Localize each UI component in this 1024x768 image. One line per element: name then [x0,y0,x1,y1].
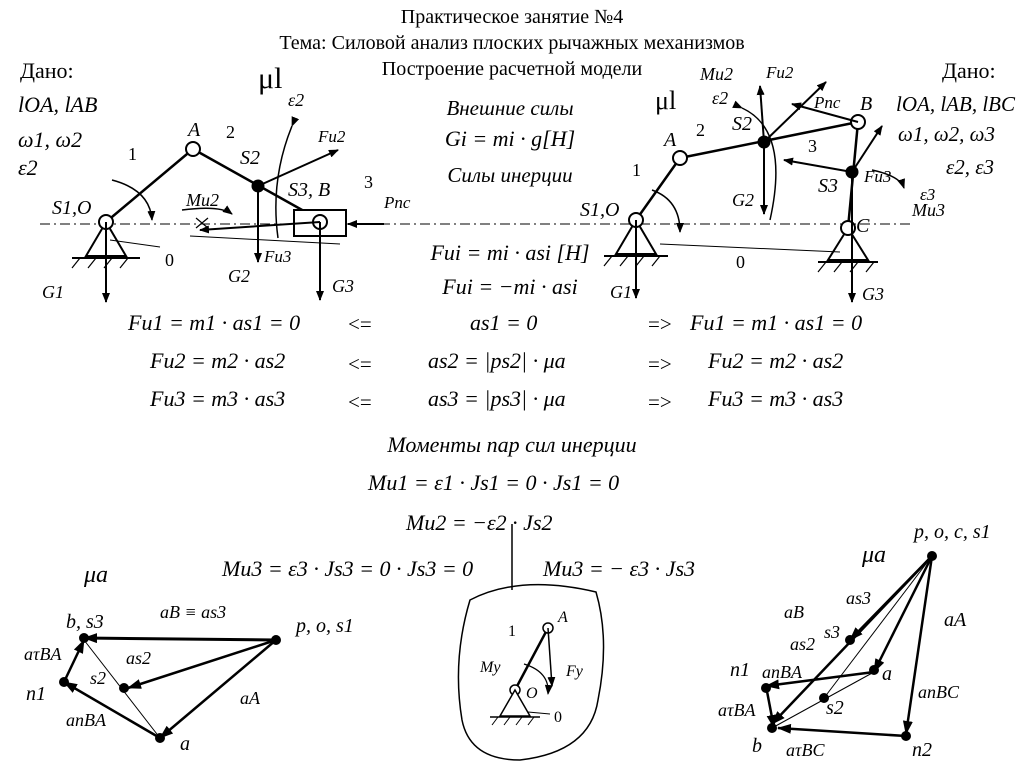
plan-right-a: a [882,663,892,685]
right-label-eps3: ε3 [920,185,936,204]
row-2-left: Fu2 = m2 · as2 [150,348,286,373]
moment-mu2: Mu2 = −ε2 · Js2 [406,510,553,535]
external-forces-title: Внешние силы [446,96,574,120]
row-2-arrow-left: <= [348,352,372,376]
row-1-arrow-left: <= [348,312,372,336]
plan-left-mu-a: μa [84,562,109,588]
right-label-c: C [856,215,870,237]
row-1-right: Fu1 = m1 · as1 = 0 [690,310,863,335]
header-line-2: Тема: Силовой анализ плоских рычажных механизмов [279,32,745,54]
right-given-label: Дано: [942,58,996,83]
left-label-fu3: Fu3 [264,247,292,266]
left-label-s1o: S1,O [52,197,92,219]
inertia-forces-title: Силы инерции [447,163,573,187]
right-label-s3: S3 [818,175,838,197]
right-label-3: 3 [808,136,817,156]
plan-right-aba-n: anBA [762,662,802,682]
left-label-g1: G1 [42,282,64,302]
left-frame-line [190,236,340,244]
left-given-omegas: ω1, ω2 [18,127,83,152]
moment-mu1: Mu1 = ε1 · Js1 = 0 · Js1 = 0 [368,470,620,495]
left-mu-l: μl [258,62,283,95]
gravity-formula: Gi = mi · g[H] [444,126,576,151]
right-label-mu3: Mu3 [912,200,945,220]
plan-right-abc-t: aτBC [786,740,825,760]
row-1-left: Fu1 = m1 · as1 = 0 [128,310,301,335]
right-label-g1: G1 [610,282,632,302]
left-label-1: 1 [128,144,137,164]
plan-left-b-s3: b, s3 [66,611,104,633]
plan-left-ab-as3: aB ≡ as3 [160,602,227,622]
right-label-2: 2 [696,120,705,140]
plan-right-aa: aA [944,609,967,631]
left-given-label: Дано: [20,58,74,83]
left-label-ppc: Pпс [384,193,411,212]
left-label-mu2: Mu2 [186,190,219,210]
row-3-arrow-right: => [648,390,672,414]
right-label-fu2: Fu2 [766,63,794,82]
row-1-mid: as1 = 0 [470,310,538,335]
moment-mu3-left: Mu3 = ε3 · Js3 = 0 · Js3 = 0 [222,556,474,581]
plan-left-as2: as2 [126,648,152,668]
left-label-s3b: S3, B [288,179,331,201]
left-label-g3: G3 [332,276,354,296]
plan-left-n1: n1 [26,683,46,705]
plan-left-aba-n: anBA [66,710,106,730]
left-link-oa [106,149,193,222]
header-line-1: Практическое занятие №4 [400,6,624,28]
inset-label-fy: Fу [566,663,583,680]
plan-right-mu-a: μa [862,542,887,568]
right-label-g2: G2 [732,190,754,210]
inertia-formula-2: Fui = −mi · asi [442,274,578,299]
inset-label-o: O [526,685,538,702]
row-3-right: Fu3 = m3 · as3 [708,386,844,411]
plan-right-aba-t: aτBA [718,700,756,720]
plan-right-abc-n: anBC [918,682,960,702]
row-2-mid: as2 = |ps2| · μa [428,348,566,373]
left-given-epsilon: ε2 [18,155,38,180]
header-line-3: Построение расчетной модели [381,58,643,80]
plan-left-p-o-s1: p, o, s1 [296,615,354,637]
plan-left-a: a [180,733,190,755]
right-mechanism [604,82,910,302]
inset-label-my: Mу [480,659,501,676]
right-label-s2: S2 [732,113,752,135]
right-label-g3: G3 [862,284,884,304]
right-label-ppc: Pпс [814,93,841,112]
row-3-mid: as3 = |ps3| · μa [428,386,566,411]
right-label-1: 1 [632,160,641,180]
row-2-right: Fu2 = m2 · as2 [708,348,844,373]
right-label-eps2: ε2 [712,88,729,108]
plan-right-n1: n1 [730,659,750,681]
left-label-2: 2 [226,122,235,142]
inset-label-1: 1 [508,623,516,640]
right-link-oa [636,158,680,220]
plan-right-as2: as2 [790,634,816,654]
left-given-lengths: lOA, lAB [18,92,98,117]
left-label-fu2: Fu2 [318,127,346,146]
plan-right-as3: as3 [846,588,872,608]
right-mu-l: μl [655,86,677,115]
left-label-g2: G2 [228,266,250,286]
right-label-s1o: S1,O [580,199,620,221]
right-given-omegas: ω1, ω2, ω3 [898,122,995,146]
plan-left-aa: aA [240,688,260,708]
right-given-epsilons: ε2, ε3 [946,155,995,179]
moment-mu3-right: Mu3 = − ε3 · Js3 [543,556,696,581]
row-2-arrow-right: => [648,352,672,376]
plan-left-s2: s2 [90,668,107,688]
right-given-lengths: lOA, lAB, lBC [896,92,1015,116]
left-joint-a [186,142,200,156]
plan-left-aba-t: aτBA [24,644,62,664]
left-label-s2: S2 [240,147,260,169]
inertia-formula-1: Fui = mi · asi [H] [430,240,590,265]
row-3-left: Fu3 = m3 · as3 [150,386,286,411]
plan-right-s2: s2 [826,697,844,719]
plan-right-b: b [752,735,762,757]
plan-right-n2: n2 [912,739,932,761]
moments-title: Моменты пар сил инерции [387,432,637,457]
right-label-mu2: Mu2 [700,64,733,84]
right-label-b: B [860,93,873,115]
right-label-0: 0 [736,252,745,272]
left-label-eps2: ε2 [288,90,305,110]
plan-right-ab: aB [784,602,804,622]
inset-label-a: A [558,609,568,626]
right-label-a: A [664,129,677,151]
inset-label-0: 0 [554,709,562,726]
left-label-a: A [188,119,201,141]
plan-right-p-o-c-s1: p, o, c, s1 [914,521,991,543]
left-label-3: 3 [364,172,373,192]
right-label-fu3: Fu3 [864,167,892,186]
plan-right-s3: s3 [824,622,841,642]
row-3-arrow-left: <= [348,390,372,414]
left-label-0: 0 [165,250,174,270]
left-mechanism [40,126,880,302]
row-1-arrow-right: => [648,312,672,336]
